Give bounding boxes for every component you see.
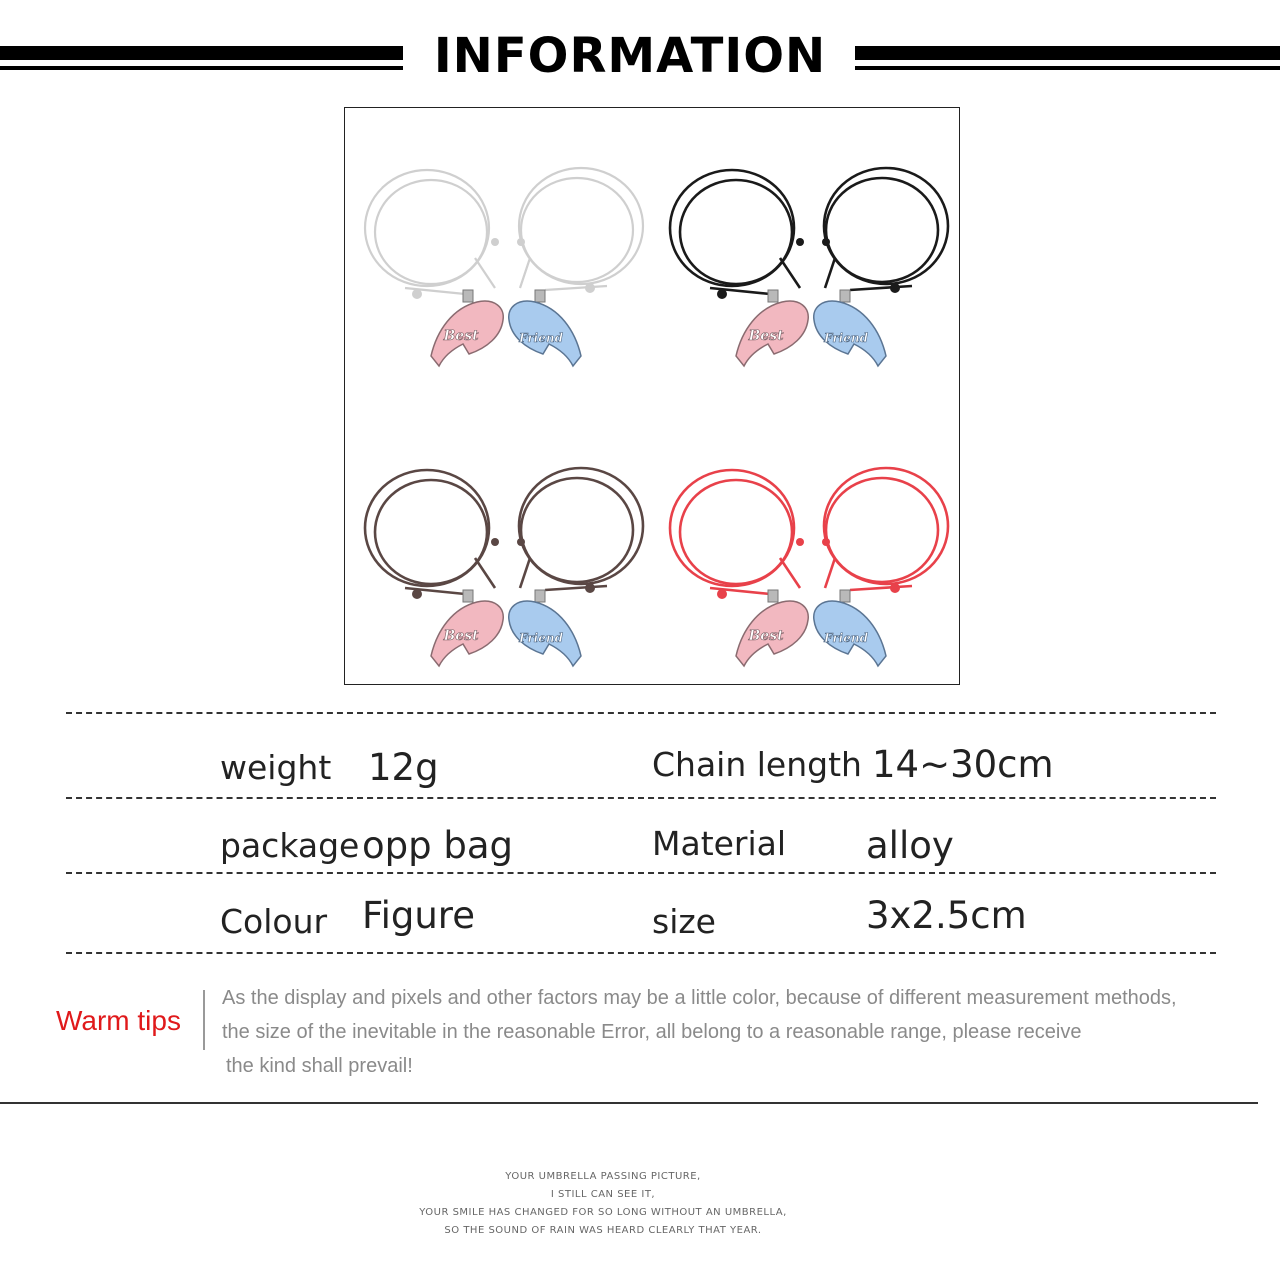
cord-knot	[717, 589, 727, 599]
bracelet-pair	[670, 168, 948, 366]
cord-knot	[585, 583, 595, 593]
pendant-text-right: Friend	[519, 631, 563, 645]
pendant-text-left: Best	[443, 328, 479, 344]
cord-knot	[890, 583, 900, 593]
divider	[66, 872, 1216, 874]
poem-line: YOUR SMILE HAS CHANGED FOR SO LONG WITHOUT AN UMBRELLA,	[419, 1207, 787, 1218]
bracelet-cord	[375, 480, 487, 584]
poem-line: I STILL CAN SEE IT,	[550, 1189, 656, 1200]
cord-knot	[796, 538, 804, 546]
pendant-clasp	[840, 590, 850, 602]
cord-tail	[710, 258, 800, 294]
cord-knot	[491, 238, 499, 246]
pendant-clasp	[840, 290, 850, 302]
cord-knot	[585, 283, 595, 293]
cord-knot	[796, 238, 804, 246]
bracelet-illustration	[345, 108, 958, 683]
pendant-text-left: Best	[748, 628, 784, 644]
cord-knot	[491, 538, 499, 546]
spec-label-material: Material	[652, 824, 787, 863]
spec-label-colour: Colour	[220, 902, 328, 941]
pendant-clasp	[535, 590, 545, 602]
product-photo	[344, 107, 960, 685]
warm-tips-line: the size of the inevitable in the reasonable Error, all belong to a reasonable range, please receive	[222, 1021, 1082, 1043]
warm-tips-line: the kind shall prevail!	[226, 1055, 413, 1077]
bracelet-pair	[365, 168, 643, 366]
cord-knot	[890, 283, 900, 293]
pendant-clasp	[768, 290, 778, 302]
poem-line: YOUR UMBRELLA PASSING PICTURE,	[505, 1171, 701, 1182]
spec-label-package: package	[220, 826, 360, 865]
spec-value-weight: 12g	[368, 746, 439, 789]
page-title: INFORMATION	[433, 28, 827, 84]
spec-value-package: opp bag	[362, 824, 514, 867]
pendant-clasp	[463, 290, 473, 302]
bracelet-cord	[826, 178, 938, 282]
divider	[66, 797, 1216, 799]
bracelet-cord	[375, 180, 487, 284]
cord-tail	[405, 558, 495, 594]
bracelet-cord	[680, 480, 792, 584]
cord-knot	[822, 538, 830, 546]
cord-knot	[517, 538, 525, 546]
warm-tips-label: Warm tips	[56, 1005, 181, 1036]
pendant-text-right: Friend	[824, 631, 868, 645]
pendant-text-right: Friend	[824, 331, 868, 345]
spec-label-size: size	[652, 902, 716, 941]
cord-tail	[405, 258, 495, 294]
cord-knot	[822, 238, 830, 246]
header-left-thin-bar	[0, 66, 403, 70]
bracelet-cord	[521, 178, 633, 282]
bracelet-pair	[365, 468, 643, 666]
bracelet-cord	[826, 478, 938, 582]
header-right-thin-bar	[855, 66, 1280, 70]
pendant-clasp	[768, 590, 778, 602]
bracelet-cord	[521, 478, 633, 582]
cord-knot	[412, 589, 422, 599]
pendant-text-right: Friend	[519, 331, 563, 345]
spec-label-chain-length: Chain length	[652, 745, 862, 784]
pendant-text-left: Best	[748, 328, 784, 344]
cord-tail	[710, 558, 800, 594]
spec-value-colour: Figure	[362, 894, 475, 937]
header-right-thick-bar	[855, 46, 1280, 60]
poem-line: SO THE SOUND OF RAIN WAS HEARD CLEARLY THAT YEAR.	[444, 1225, 762, 1236]
bracelet-pair	[670, 468, 948, 666]
divider	[66, 952, 1216, 954]
bracelet-cord	[680, 180, 792, 284]
cord-knot	[717, 289, 727, 299]
warm-tips-divider	[203, 990, 205, 1050]
spec-value-size: 3x2.5cm	[866, 894, 1027, 937]
spec-value-material: alloy	[866, 824, 954, 867]
warm-tips-line: As the display and pixels and other factors may be a little color, because of different measurement methods,	[222, 987, 1177, 1009]
pendant-clasp	[535, 290, 545, 302]
pendant-clasp	[463, 590, 473, 602]
cord-knot	[517, 238, 525, 246]
cord-knot	[412, 289, 422, 299]
bottom-rule	[0, 1102, 1258, 1104]
pendant-text-left: Best	[443, 628, 479, 644]
spec-value-chain-length: 14~30cm	[872, 743, 1054, 786]
header-left-thick-bar	[0, 46, 403, 60]
divider	[66, 712, 1216, 714]
spec-label-weight: weight	[220, 748, 332, 787]
